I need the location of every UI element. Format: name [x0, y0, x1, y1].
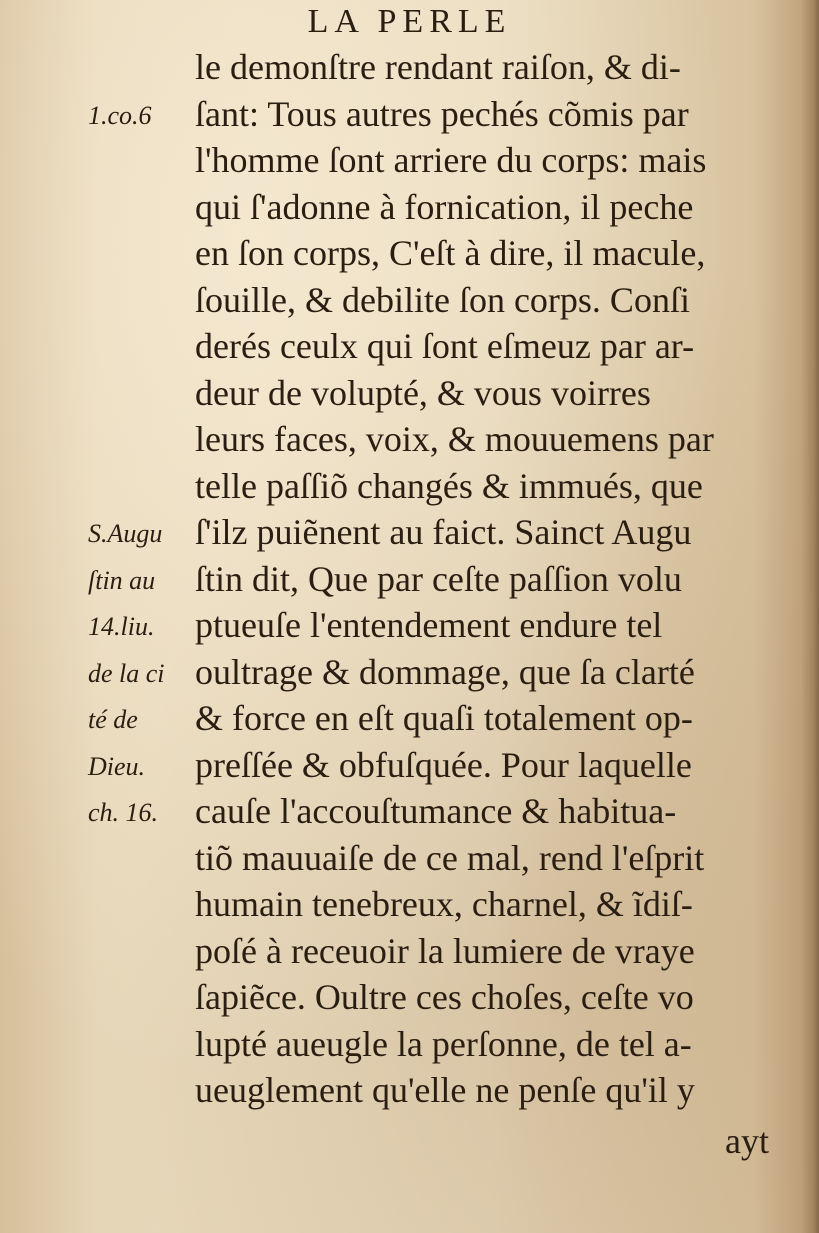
text-line: oultrage & dommage, que ſa clarté: [195, 651, 695, 692]
margin-note: 1.co.6: [88, 100, 152, 130]
text-line: poſé à receuoir la lumiere de vraye: [195, 930, 695, 971]
text-line: derés ceulx qui ſont eſmeuz par ar-: [195, 326, 695, 366]
text-line: ſapiẽce. Oultre ces choſes, ceſte vo: [195, 977, 694, 1017]
margin-note: S.Augu: [88, 519, 163, 548]
margin-note: 14.liu.: [88, 612, 155, 641]
text-line: preſſée & obfuſquée. Pour laquelle: [195, 744, 692, 785]
margin-note: té de: [88, 705, 138, 734]
text-line: ſtin dit, Que par ceſte paſſion volu: [195, 558, 682, 599]
text-line: deur de volupté, & vous voirres: [195, 372, 651, 413]
running-title: LA PERLE: [307, 3, 512, 40]
margin-note: de la ci: [88, 658, 165, 688]
text-line: ptueuſe l'entendement endure tel: [195, 605, 663, 645]
text-line: lupté aueugle la perſonne, de tel a-: [195, 1023, 692, 1064]
text-line: qui ſ'adonne à fornication, il peche: [195, 186, 694, 227]
catchword: ayt: [725, 1121, 769, 1161]
text-line: en ſon corps, C'eſt à dire, il macule,: [195, 233, 706, 273]
page-gutter-shadow: [801, 0, 819, 1233]
text-line: & force en eſt quaſi totalement op-: [195, 698, 693, 738]
text-line: telle paſſiõ changés & immués, que: [195, 465, 703, 506]
text-line: cauſe l'accouſtumance & habitua-: [195, 791, 677, 831]
text-line: ſant: Tous autres pechés cõmis par: [195, 93, 689, 134]
text-line: ſouille, & debilite ſon corps. Conſi: [195, 279, 690, 320]
text-line: leurs faces, voix, & mouuemens par: [195, 419, 714, 459]
text-line: ſ'ilz puiẽnent au faict. Sainct Augu: [195, 512, 692, 552]
margin-note: Dieu.: [88, 751, 146, 781]
text-line: l'homme ſont arriere du corps: mais: [195, 140, 707, 180]
text-line: ueuglement qu'elle ne penſe qu'il y: [195, 1070, 695, 1110]
text-line: humain tenebreux, charnel, & ĩdiſ-: [195, 884, 693, 924]
margin-note: ch. 16.: [88, 798, 159, 827]
text-line: tiõ mauuaiſe de ce mal, rend l'eſprit: [195, 837, 705, 878]
text-line: le demonſtre rendant raiſon, & di-: [195, 47, 681, 87]
margin-note: ſtin au: [88, 565, 156, 595]
